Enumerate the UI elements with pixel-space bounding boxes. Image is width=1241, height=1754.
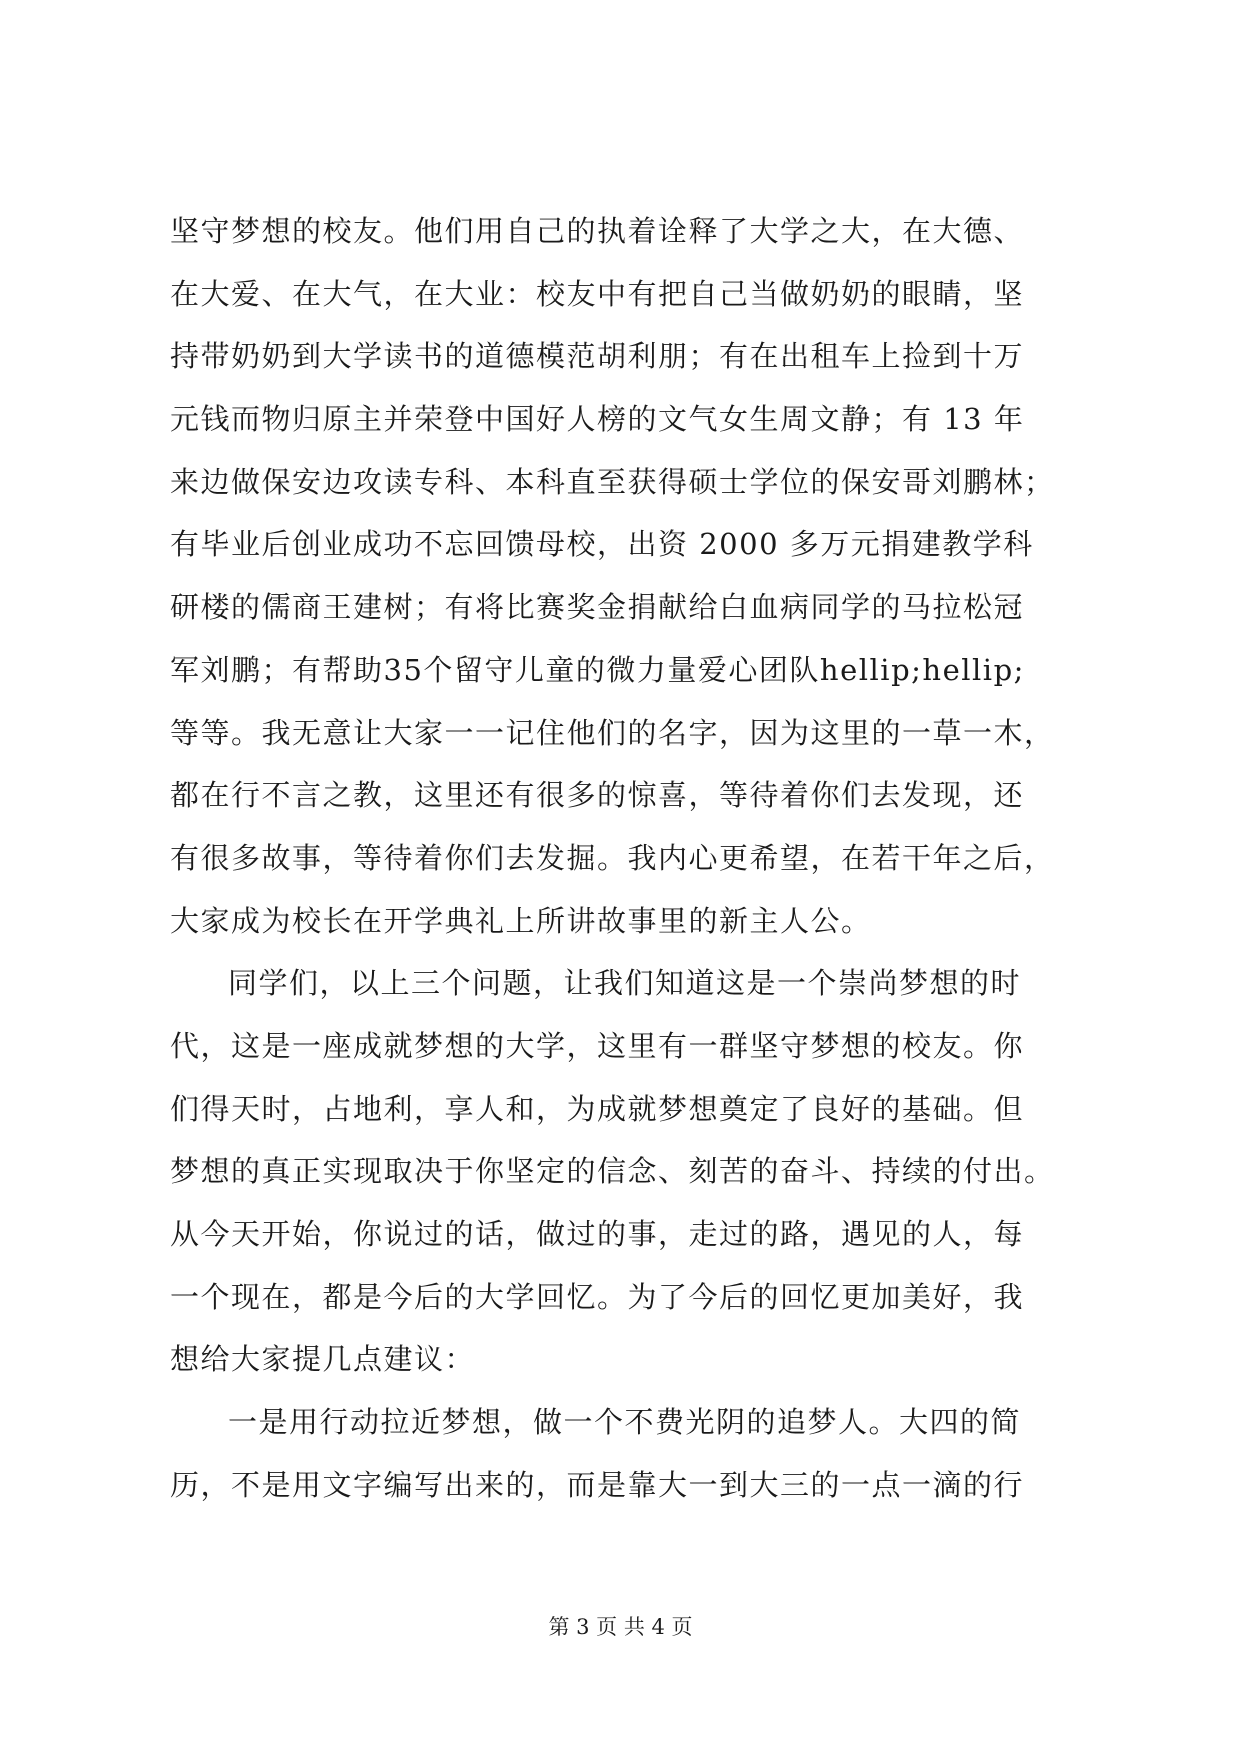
- text-line: 军刘鹏；有帮助35个留守儿童的微力量爱心团队hellip;hellip;: [170, 652, 1025, 687]
- text-line: 有毕业后创业成功不忘回馈母校，出资 2000 多万元捐建教学科: [170, 527, 1034, 562]
- page-footer: 第 3 页 共 4 页: [548, 1615, 693, 1639]
- document-body: [170, 200, 1090, 1516]
- text-line: 持带奶奶到大学读书的道德模范胡利朋；有在出租车上捡到十万: [170, 339, 1025, 374]
- paragraph-first-line: 一是用行动拉近梦想，做一个不费光阴的追梦人。大四的简: [228, 1405, 1022, 1440]
- paragraph-first-line: 同学们，以上三个问题，让我们知道这是一个崇尚梦想的时: [228, 966, 1022, 1001]
- text-line: 研楼的儒商王建树；有将比赛奖金捐献给白血病同学的马拉松冠: [170, 590, 1025, 625]
- text-line: 有很多故事，等待着你们去发掘。我内心更希望，在若干年之后，: [170, 840, 1055, 875]
- text-line: 历，不是用文字编写出来的，而是靠大一到大三的一点一滴的行: [170, 1467, 1025, 1502]
- text-line: 大家成为校长在开学典礼上所讲故事里的新主人公。: [170, 903, 872, 938]
- text-line: 来边做保安边攻读专科、本科直至获得硕士学位的保安哥刘鹏林；: [170, 464, 1055, 499]
- text-line: 想给大家提几点建议：: [170, 1342, 476, 1377]
- text-line: 元钱而物归原主并荣登中国好人榜的文气女生周文静；有 13 年: [170, 402, 1025, 437]
- text-line: 等等。我无意让大家一一记住他们的名字，因为这里的一草一木，: [170, 715, 1055, 750]
- text-line: 都在行不言之教，这里还有很多的惊喜，等待着你们去发现，还: [170, 778, 1025, 813]
- text-line: 在大爱、在大气，在大业：校友中有把自己当做奶奶的眼睛，坚: [170, 276, 1025, 311]
- text-line: 一个现在，都是今后的大学回忆。为了今后的回忆更加美好，我: [170, 1279, 1025, 1314]
- text-line: 代，这是一座成就梦想的大学，这里有一群坚守梦想的校友。你: [170, 1028, 1025, 1063]
- text-line: 们得天时，占地利，享人和，为成就梦想奠定了良好的基础。但: [170, 1091, 1025, 1126]
- text-line: 坚守梦想的校友。他们用自己的执着诠释了大学之大，在大德、: [170, 214, 1025, 248]
- text-line: 从今天开始，你说过的话，做过的事，走过的路，遇见的人，每: [170, 1217, 1025, 1251]
- text-line: 梦想的真正实现取决于你坚定的信念、刻苦的奋斗、持续的付出。: [170, 1154, 1055, 1189]
